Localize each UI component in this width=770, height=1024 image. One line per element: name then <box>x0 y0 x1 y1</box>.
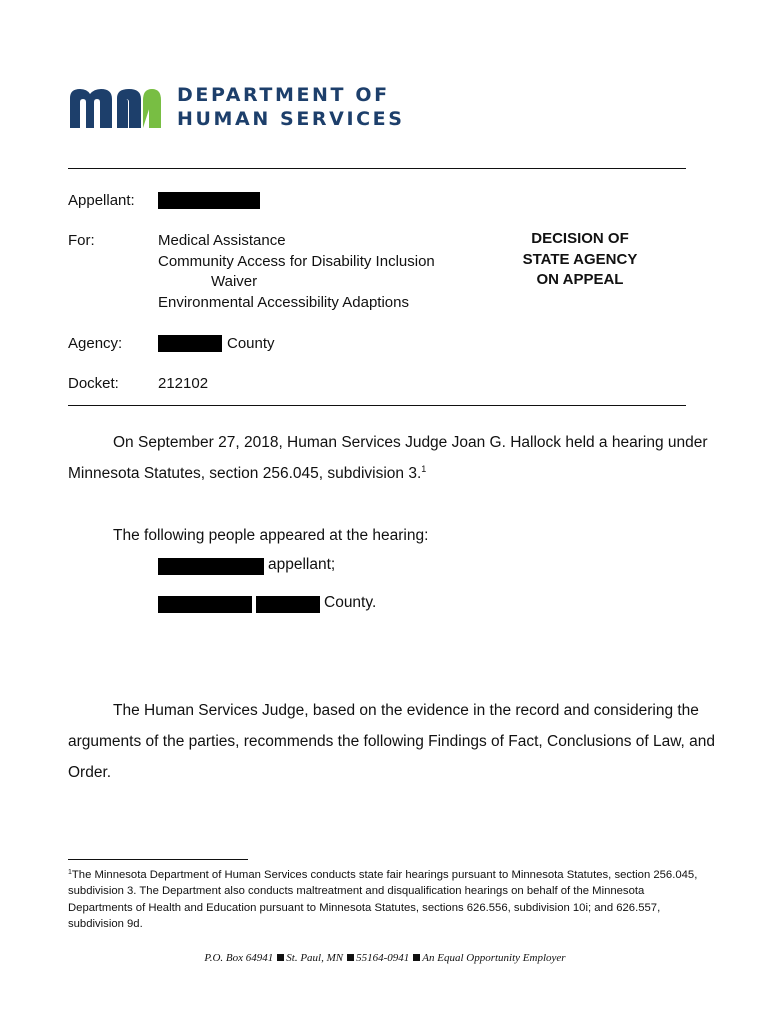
appellant-name-redacted <box>158 192 260 209</box>
paragraph-2-line-1: The Human Services Judge, based on the evidence in the record and considering the <box>113 702 699 719</box>
page-footer <box>0 952 770 964</box>
square-bullet-icon <box>413 954 420 961</box>
top-rule <box>68 168 686 169</box>
agency-label: Agency: <box>68 335 123 352</box>
footnote <box>68 867 698 932</box>
footer-zip: 55164-0941 <box>356 952 410 964</box>
docket-number: 212102 <box>158 375 209 392</box>
paragraph-2-line-2: arguments of the parties, recommends the following Findings of Fact, Conclusions of Law, and <box>68 733 716 750</box>
decision-line: ON APPEAL <box>536 271 624 288</box>
paragraph-1-line-2 <box>68 465 426 483</box>
program-item: Waiver <box>211 273 258 290</box>
dhs-logo <box>68 84 413 130</box>
attendee-2-agency-redacted <box>256 596 320 613</box>
program-item: Environmental Accessibility Adaptions <box>158 293 409 311</box>
for-label: For: <box>68 232 95 249</box>
program-item: Community Access for Disability Inclusion <box>158 252 435 270</box>
program-list <box>158 231 435 313</box>
square-bullet-icon <box>277 954 284 961</box>
paragraph-2-line-3: Order. <box>68 764 112 781</box>
logo-line-2: HUMAN SERVICES <box>177 108 405 130</box>
footnote-text: The Minnesota Department of Human Services conducts state fair hearings pursuant to Minnesota Statutes, section 256.045, subdivision 3. The Department also conducts maltreatment and disqualification hearings on behalf of the Minnesota Departments of Health and Education pursuant to Minnesota Statutes, sections 626.556, subdivision 10i; and 626.557, subdivision 9d. <box>68 869 698 930</box>
appellant-label: Appellant: <box>68 192 135 209</box>
attendee-1-name-redacted <box>158 558 264 575</box>
mn-logo-icon <box>68 84 164 130</box>
decision-heading <box>496 229 664 291</box>
logo-text <box>177 83 405 131</box>
attendee-2-role: County. <box>324 594 377 611</box>
agency-suffix: County <box>227 335 275 352</box>
attendee-2-name-redacted <box>158 596 252 613</box>
footer-po-box: P.O. Box 64941 <box>204 952 274 964</box>
bottom-rule <box>68 405 686 406</box>
footnote-mark: 1 <box>68 869 72 876</box>
attendee-1-role: appellant; <box>268 556 336 573</box>
footnote-separator <box>68 859 248 860</box>
docket-label: Docket: <box>68 375 119 392</box>
appeared-intro: The following people appeared at the hearing: <box>113 527 429 544</box>
agency-name-redacted <box>158 335 222 352</box>
decision-line: DECISION OF <box>531 230 629 247</box>
square-bullet-icon <box>347 954 354 961</box>
footer-city: St. Paul, MN <box>286 952 344 964</box>
decision-line: STATE AGENCY <box>522 250 638 268</box>
paragraph-1-line-1: On September 27, 2018, Human Services Judge Joan G. Hallock held a hearing under <box>113 434 708 451</box>
program-item: Medical Assistance <box>158 232 286 249</box>
footer-eoe: An Equal Opportunity Employer <box>422 952 566 964</box>
footnote-reference: 1 <box>421 464 427 474</box>
logo-line-1: DEPARTMENT OF <box>177 84 390 106</box>
paragraph-1-text: Minnesota Statutes, section 256.045, subdivision 3. <box>68 465 422 482</box>
